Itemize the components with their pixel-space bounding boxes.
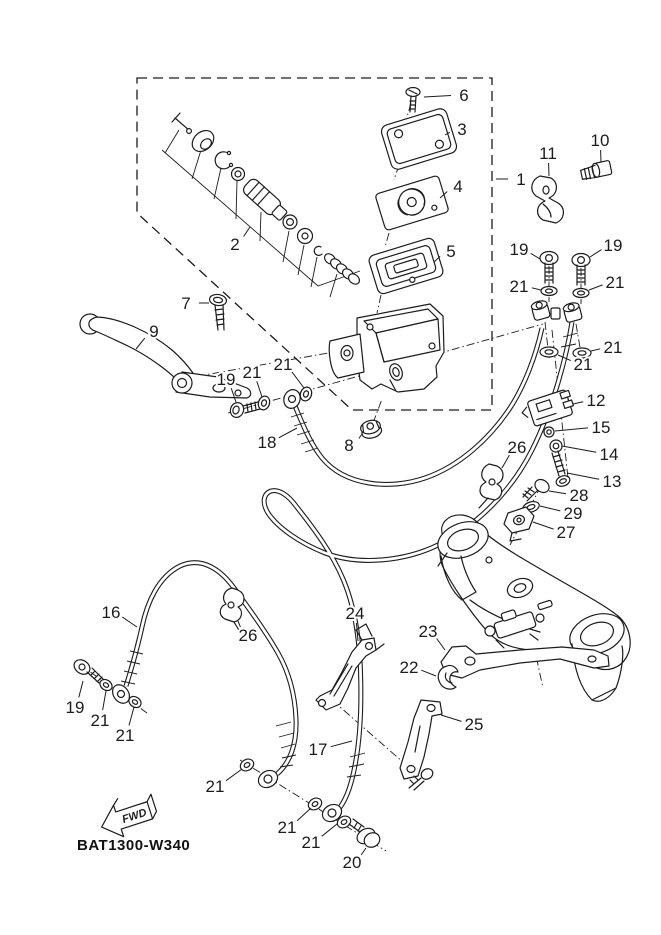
part-washer-21-bc-a bbox=[238, 757, 256, 774]
kit-spring bbox=[323, 252, 362, 287]
callout-10: 10 bbox=[590, 131, 610, 150]
callout-leader-8 bbox=[359, 434, 362, 439]
part-eyelet-16-bottom bbox=[255, 767, 280, 791]
callout-leader-23 bbox=[437, 639, 445, 651]
callout-leader-16 bbox=[122, 617, 137, 627]
callout-29: 29 bbox=[563, 504, 583, 523]
callout-leader-28 bbox=[549, 491, 566, 494]
callout-19: 19 bbox=[509, 240, 529, 259]
part-washer-15 bbox=[544, 427, 554, 437]
callout-leader-2 bbox=[244, 227, 250, 237]
kit-clip bbox=[314, 246, 322, 255]
kit-piston bbox=[241, 177, 289, 223]
callout-13: 13 bbox=[602, 472, 622, 491]
callout-leader-21 bbox=[257, 381, 262, 397]
callout-leader-13 bbox=[567, 473, 599, 479]
callout-23: 23 bbox=[418, 622, 438, 641]
part-kit-pieces bbox=[172, 113, 361, 286]
callout-15: 15 bbox=[591, 418, 611, 437]
callout-leader-26 bbox=[502, 455, 509, 468]
callout-18: 18 bbox=[257, 433, 277, 452]
part-switch-12 bbox=[519, 389, 576, 429]
callout-5: 5 bbox=[446, 242, 456, 261]
callout-21: 21 bbox=[573, 355, 593, 374]
part-bolt-28 bbox=[523, 477, 552, 501]
kit-pin bbox=[172, 113, 190, 131]
axis-lines bbox=[78, 103, 582, 851]
part-eyelet-18 bbox=[281, 387, 303, 410]
part-clamp-27 bbox=[504, 507, 534, 541]
callout-21: 21 bbox=[277, 818, 297, 837]
part-kit-line bbox=[162, 130, 360, 297]
part-bolt-19-lever bbox=[228, 401, 260, 420]
callout-leader-21 bbox=[297, 808, 311, 821]
callout-16: 16 bbox=[101, 603, 121, 622]
part-stay-24 bbox=[316, 624, 384, 710]
callout-21: 21 bbox=[205, 777, 225, 796]
part-bolt-7 bbox=[209, 293, 227, 330]
callout-24: 24 bbox=[345, 604, 365, 623]
callout-leader-21 bbox=[589, 285, 603, 290]
callout-leader-14 bbox=[562, 446, 596, 452]
part-bolt-19-bottom bbox=[71, 657, 103, 683]
part-screw-13 bbox=[552, 451, 571, 488]
part-bracket-25 bbox=[400, 700, 442, 790]
part-clip-22 bbox=[438, 665, 458, 689]
callout-9: 9 bbox=[149, 322, 159, 341]
callout-17: 17 bbox=[308, 740, 328, 759]
callout-28: 28 bbox=[569, 486, 589, 505]
diagram-code: BAT1300-W340 bbox=[77, 837, 191, 854]
callout-6: 6 bbox=[459, 86, 469, 105]
callout-leader-6 bbox=[424, 96, 451, 98]
callout-21: 21 bbox=[509, 277, 529, 296]
part-master-cylinder bbox=[329, 304, 444, 392]
callout-leader-21 bbox=[322, 824, 337, 836]
callout-leader-17 bbox=[331, 741, 352, 747]
callout-leader-22 bbox=[421, 670, 436, 676]
callout-8: 8 bbox=[344, 436, 354, 455]
callout-21: 21 bbox=[115, 726, 135, 745]
callout-22: 22 bbox=[399, 658, 419, 677]
part-bolt-20 bbox=[349, 819, 382, 850]
callout-4: 4 bbox=[453, 177, 463, 196]
callout-leader-21 bbox=[292, 372, 304, 389]
part-washer-14 bbox=[550, 440, 562, 452]
part-nut-8 bbox=[359, 418, 383, 440]
callout-leader-21 bbox=[103, 691, 106, 710]
fwd-label: FWD bbox=[120, 806, 149, 826]
callout-21: 21 bbox=[273, 355, 293, 374]
callout-1: 1 bbox=[516, 170, 526, 189]
callout-21: 21 bbox=[242, 363, 262, 382]
callout-21: 21 bbox=[301, 833, 321, 852]
callout-leader-19 bbox=[590, 250, 602, 257]
callout-3: 3 bbox=[457, 120, 467, 139]
part-washer-21-ml bbox=[540, 347, 558, 357]
callout-leader-29 bbox=[540, 506, 560, 511]
callout-leader-21 bbox=[532, 288, 541, 290]
callout-14: 14 bbox=[599, 445, 619, 464]
part-banjo-eyelets-top bbox=[530, 299, 582, 323]
part-clamp-26-upper bbox=[479, 464, 503, 508]
callout-leader-15 bbox=[555, 428, 588, 431]
callout-19: 19 bbox=[216, 370, 236, 389]
callout-leader-25 bbox=[441, 715, 462, 721]
callout-11: 11 bbox=[539, 144, 557, 163]
callout-leader-27 bbox=[533, 522, 554, 529]
part-stay-23 bbox=[441, 646, 609, 678]
callout-26: 26 bbox=[507, 438, 527, 457]
part-clamp-11 bbox=[532, 176, 564, 223]
part-washer-21-tr bbox=[573, 289, 589, 298]
callout-21: 21 bbox=[90, 711, 110, 730]
part-cap-3 bbox=[380, 107, 458, 171]
callout-21: 21 bbox=[603, 338, 623, 357]
callout-27: 27 bbox=[556, 523, 576, 542]
callout-leader-21 bbox=[129, 707, 134, 726]
callout-2: 2 bbox=[230, 235, 240, 254]
callout-19: 19 bbox=[65, 698, 85, 717]
callout-25: 25 bbox=[464, 715, 484, 734]
callout-leader-19 bbox=[79, 681, 83, 697]
callout-19: 19 bbox=[603, 236, 623, 255]
callout-21: 21 bbox=[605, 273, 625, 292]
part-screw-6 bbox=[406, 88, 420, 113]
callout-leader-19 bbox=[531, 253, 540, 259]
callout-26: 26 bbox=[238, 626, 258, 645]
callout-leader-21 bbox=[226, 769, 242, 781]
part-washer-21-lever-b bbox=[298, 386, 313, 403]
part-plate-4 bbox=[375, 175, 449, 231]
part-seal-5 bbox=[368, 237, 445, 295]
callout-leader-12 bbox=[573, 402, 583, 404]
callout-20: 20 bbox=[342, 853, 362, 872]
callout-12: 12 bbox=[586, 391, 606, 410]
fwd-marker bbox=[95, 788, 161, 842]
callout-leader-18 bbox=[279, 428, 297, 438]
callout-7: 7 bbox=[181, 294, 191, 313]
callout-leader-20 bbox=[361, 848, 366, 855]
callout-leader-21 bbox=[591, 349, 600, 351]
part-bolt-10 bbox=[580, 160, 612, 180]
part-washer-21-tl bbox=[541, 287, 557, 296]
